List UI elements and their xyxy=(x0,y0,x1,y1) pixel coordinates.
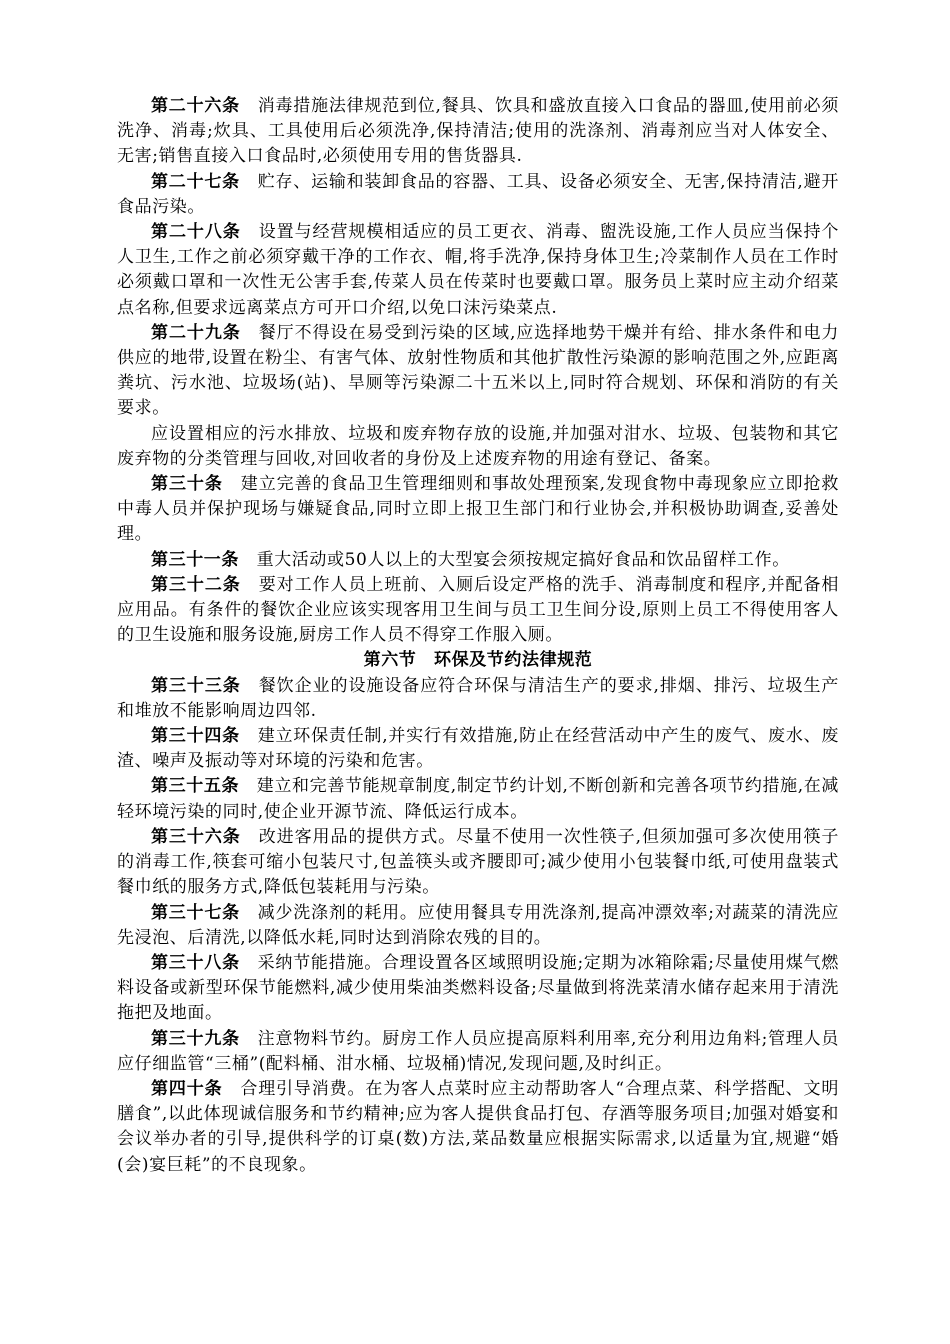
paragraph-art31 xyxy=(117,548,839,573)
paragraph-art33 xyxy=(117,674,839,724)
paragraph-art27 xyxy=(117,170,839,220)
article-number: 第三十一条 xyxy=(151,549,239,570)
paragraph-art26 xyxy=(117,94,839,170)
article-number: 第三十五条 xyxy=(151,776,240,797)
article-number: 第三十六条 xyxy=(151,826,241,847)
article-number: 第三十二条 xyxy=(151,574,241,595)
article-number: 第三十九条 xyxy=(151,1028,240,1049)
article-number: 第二十六条 xyxy=(151,96,240,116)
paragraph-art30 xyxy=(117,472,839,548)
article-number: 第三十七条 xyxy=(151,902,240,923)
article-text: 设置与经营规模相适应的员工更衣、消毒、盥洗设施,工作人员应当保持个人卫生,工作之前必须穿戴干净的工作衣、帽,将手洗净,保持身体卫生;冷菜制作人员在工作时必须戴口罩和一次性无公害手套,传菜人员在传菜时也要戴口罩。服务员上菜时应主动介绍菜点名称,但要求远离菜点方可开口介绍,以免口沫污染菜点. xyxy=(117,222,840,318)
article-text: 改进客用品的提供方式。尽量不使用一次性筷子,但须加强可多次使用筷子的消毒工作,筷套可缩小包装尺寸,包盖筷头或齐腰即可;减少使用小包装餐巾纸,可使用盘装式餐巾纸的服务方式,降低包装耗用与污染。 xyxy=(117,826,840,898)
article-number: 第二十九条 xyxy=(151,322,241,343)
article-number: 第四十条 xyxy=(151,1078,223,1099)
paragraph-art34 xyxy=(117,724,839,774)
paragraph-art28 xyxy=(117,220,839,321)
paragraph-art39 xyxy=(117,1027,839,1077)
article-text: 建立环保责任制,并实行有效措施,防止在经营活动中产生的废气、废水、废渣、噪声及振动等对环境的污染和危害。 xyxy=(117,726,839,772)
paragraph-art40 xyxy=(117,1077,839,1178)
article-number: 第三十四条 xyxy=(151,726,240,747)
article-number: 第二十八条 xyxy=(151,222,241,243)
article-text: 消毒措施法律规范到位,餐具、饮具和盛放直接入口食品的器皿,使用前必须洗净、消毒;炊具、工具使用后必须洗净,保持清洁;使用的洗涤剂、消毒剂应当对人体安全、无害;销售直接入口食品时,必须使用专用的售货器具. xyxy=(117,96,839,167)
article-text: 餐厅不得设在易受到污染的区域,应选择地势干燥并有给、排水条件和电力供应的地带,设置在粉尘、有害气体、放射性物质和其他扩散性污染源的影响范围之外,应距离粪坑、污水池、垃圾场(站)、旱厕等污染源二十五米以上,同时符合规划、环保和消防的有关要求。 xyxy=(117,322,840,419)
section-heading: 第六节 环保及节约法律规范 xyxy=(363,650,593,671)
article-text: 采纳节能措施。合理设置各区域照明设施;定期为冰箱除霜;尽量使用煤气燃料设备或新型环保节能燃料,减少使用柴油类燃料设备;尽量做到将洗菜清水储存起来用于清洗拖把及地面。 xyxy=(117,952,840,1024)
article-text: 要对工作人员上班前、入厕后设定严格的洗手、消毒制度和程序,并配备相应用品。有条件的餐饮企业应该实现客用卫生间与员工卫生间分设,原则上员工不得使用客人的卫生设施和服务设施,厨房工作人员不得穿工作服入厕。 xyxy=(117,574,840,646)
paragraph-art32 xyxy=(117,573,839,649)
article-number: 第三十条 xyxy=(151,474,223,495)
article-text: 注意物料节约。厨房工作人员应提高原料利用率,充分利用边角料;管理人员应仔细监管“三桶”(配料桶、泔水桶、垃圾桶)情况,发现问题,及时纠正。 xyxy=(117,1028,840,1074)
paragraph-art38 xyxy=(117,951,839,1027)
article-text: 建立和完善节能规章制度,制定节约计划,不断创新和完善各项节约措施,在减轻环境污染的同时,使企业开源节流、降低运行成本。 xyxy=(117,776,840,822)
article-text: 重大活动或50人以上的大型宴会须按规定搞好食品和饮品留样工作。 xyxy=(256,549,790,570)
article-text: 应设置相应的污水排放、垃圾和废弃物存放的设施,并加强对泔水、垃圾、包装物和其它废弃物的分类管理与回收,对回收者的身份及上述废弃物的用途有登记、备案。 xyxy=(117,423,839,469)
article-number: 第二十七条 xyxy=(151,171,240,192)
article-text: 贮存、运输和装卸食品的容器、工具、设备必须安全、无害,保持清洁,避开食品污染。 xyxy=(117,171,839,217)
article-number: 第三十八条 xyxy=(151,952,240,973)
article-text: 建立完善的食品卫生管理细则和事故处理预案,发现食物中毒现象应立即抢救中毒人员并保护现场与嫌疑食品,同时立即上报卫生部门和行业协会,并积极协助调查,妥善处理。 xyxy=(117,474,839,545)
paragraph-art35 xyxy=(117,774,839,824)
paragraph-art29 xyxy=(117,321,839,422)
article-text: 合理引导消费。在为客人点菜时应主动帮助客人“合理点菜、科学搭配、文明膳食”,以此体现诚信服务和节约精神;应为客人提供食品打包、存酒等服务项目;加强对婚宴和会议举办者的引导,提供科学的订桌(数)方法,菜品数量应根据实际需求,以适量为宜,规避“婚(会)宴巨耗”的不良现象。 xyxy=(117,1078,840,1175)
article-text: 减少洗涤剂的耗用。应使用餐具专用洗涤剂,提高冲漂效率;对蔬菜的清洗应先浸泡、后清洗,以降低水耗,同时达到消除农残的目的。 xyxy=(117,902,840,948)
article-text: 餐饮企业的设施设备应符合环保与清洁生产的要求,排烟、排污、垃圾生产和堆放不能影响周边四邻. xyxy=(117,675,840,721)
document-body xyxy=(117,94,839,1178)
paragraph-art37 xyxy=(117,901,839,951)
paragraph-art36 xyxy=(117,825,839,901)
paragraph-art29-cont xyxy=(117,422,839,472)
article-number: 第三十三条 xyxy=(151,675,241,696)
